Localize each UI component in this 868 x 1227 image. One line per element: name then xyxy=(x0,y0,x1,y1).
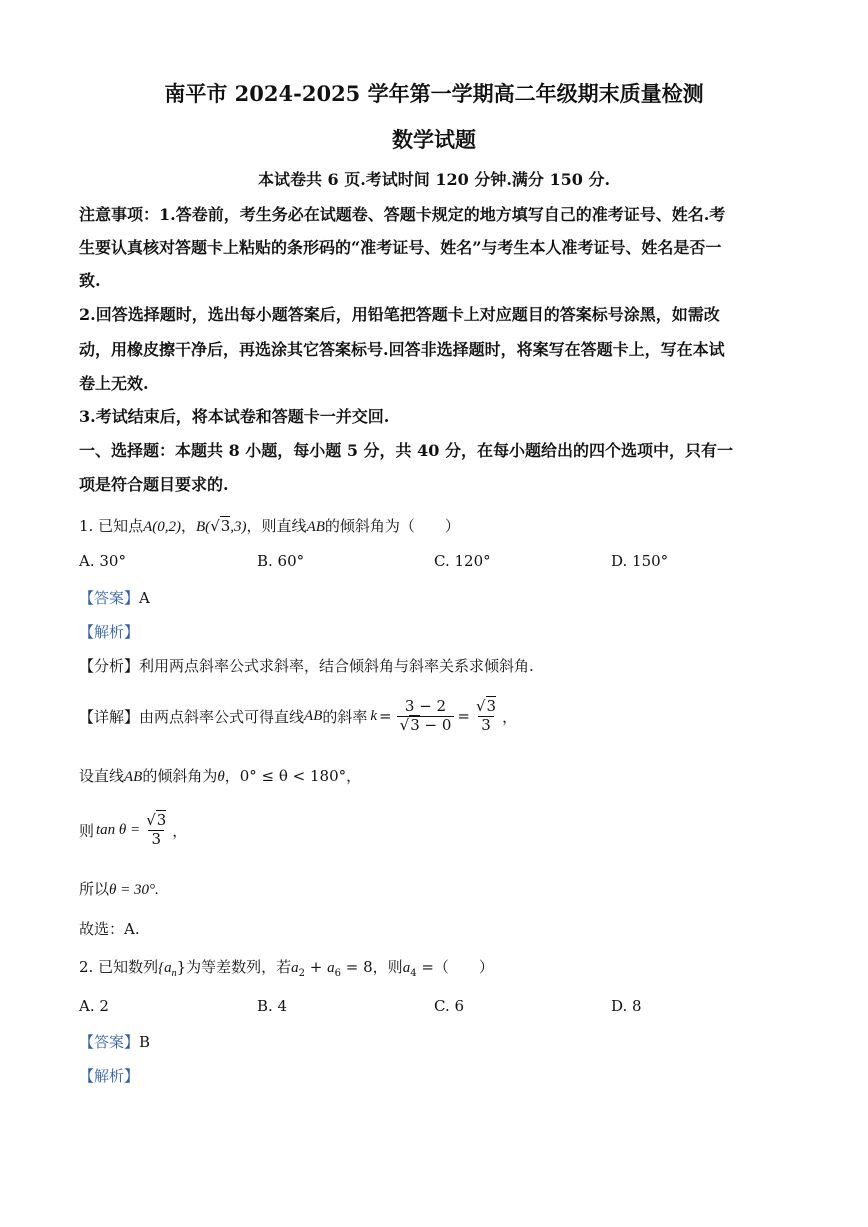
answer-tag: 【答案】 xyxy=(79,589,140,607)
notes-line-6: 卷上无效. xyxy=(79,374,149,393)
q1-so-line: 所以θ = 30°. xyxy=(79,880,159,898)
q1-line-set: 设直线AB的倾斜角为θ，0° ≤ θ < 180°， xyxy=(79,767,362,785)
q1-detail: 【详解】 由两点斜率公式可得直线 AB 的斜率 k = $\frac{3 - 2}{√3 - 0}$ = $\frac{√3}{3}$ ， xyxy=(79,697,518,734)
page-title: 南平市 2024-2025 学年第一学期高二年级期末质量检测 xyxy=(164,81,704,106)
q2-analysis-tag: 【解析】 xyxy=(79,1067,140,1085)
q1-choose: 故选：A. xyxy=(79,920,140,938)
page-subtitle: 数学试题 xyxy=(392,127,476,152)
q1-fenxi: 【分析】利用两点斜率公式求斜率，结合倾斜角与斜率关系求倾斜角. xyxy=(79,657,534,675)
fraction-tan: $\frac{√3}{3}$ xyxy=(146,811,167,848)
notes-line-3: 致. xyxy=(79,271,101,290)
exam-info: 本试卷共 6 页.考试时间 120 分钟.满分 150 分. xyxy=(257,170,611,189)
q1-tan-line: 则 tan θ = $\frac{√3}{3}$ ， xyxy=(79,811,188,848)
q1-option-d: D. 150° xyxy=(611,552,669,570)
q2-stem: 2. 已知数列$\{a_n\}$为等差数列，若$a_2 + a_6 = 8$，则$a_4$ =（ ） xyxy=(79,958,494,979)
q1-option-c: C. 120° xyxy=(434,552,491,570)
notes-line-2: 生要认真核对答题卡上粘贴的条形码的“准考证号、姓名”与考生本人准考证号、姓名是否一 xyxy=(79,238,722,257)
notes-line-7: 3.考试结束后，将本试卷和答题卡一并交回. xyxy=(79,407,390,426)
q1-analysis-tag: 【解析】 xyxy=(79,623,140,641)
q2-option-d: D. 8 xyxy=(611,997,642,1015)
q2-option-c: C. 6 xyxy=(434,997,465,1015)
q1-option-a: A. 30° xyxy=(79,552,126,570)
q2-option-b: B. 4 xyxy=(257,997,288,1015)
q1-option-b: B. 60° xyxy=(257,552,305,570)
q1-stem: 1. 已知点A(0,2)，B(√3,3)，则直线AB的倾斜角为（ ） xyxy=(79,517,460,535)
section-1-line-2: 项是符合题目要求的. xyxy=(79,475,229,494)
notes-line-4: 2.回答选择题时，选出每小题答案后，用铅笔把答题卡上对应题目的答案标号涂黑，如需改 xyxy=(79,305,720,324)
notes-line-5: 动，用橡皮擦干净后，再选涂其它答案标号.回答非选择题时，将案写在答题卡上，写在本试 xyxy=(79,340,725,359)
q2-answer: 【答案】B xyxy=(79,1033,151,1051)
answer-tag: 【答案】 xyxy=(79,1033,140,1051)
q2-option-a: A. 2 xyxy=(79,997,109,1015)
q1-answer: 【答案】A xyxy=(79,589,150,607)
fraction-root3-over-3: $\frac{√3}{3}$ xyxy=(475,697,497,734)
notes-line-1: 注意事项：1.答卷前，考生务必在试题卷、答题卡规定的地方填写自己的准考证号、姓名.考 xyxy=(79,205,726,224)
fraction-slope: $\frac{3 - 2}{√3 - 0}$ xyxy=(397,698,455,734)
section-1-line-1: 一、选择题：本题共 8 小题，每小题 5 分，共 40 分，在每小题给出的四个选项中，只有一 xyxy=(79,441,733,460)
